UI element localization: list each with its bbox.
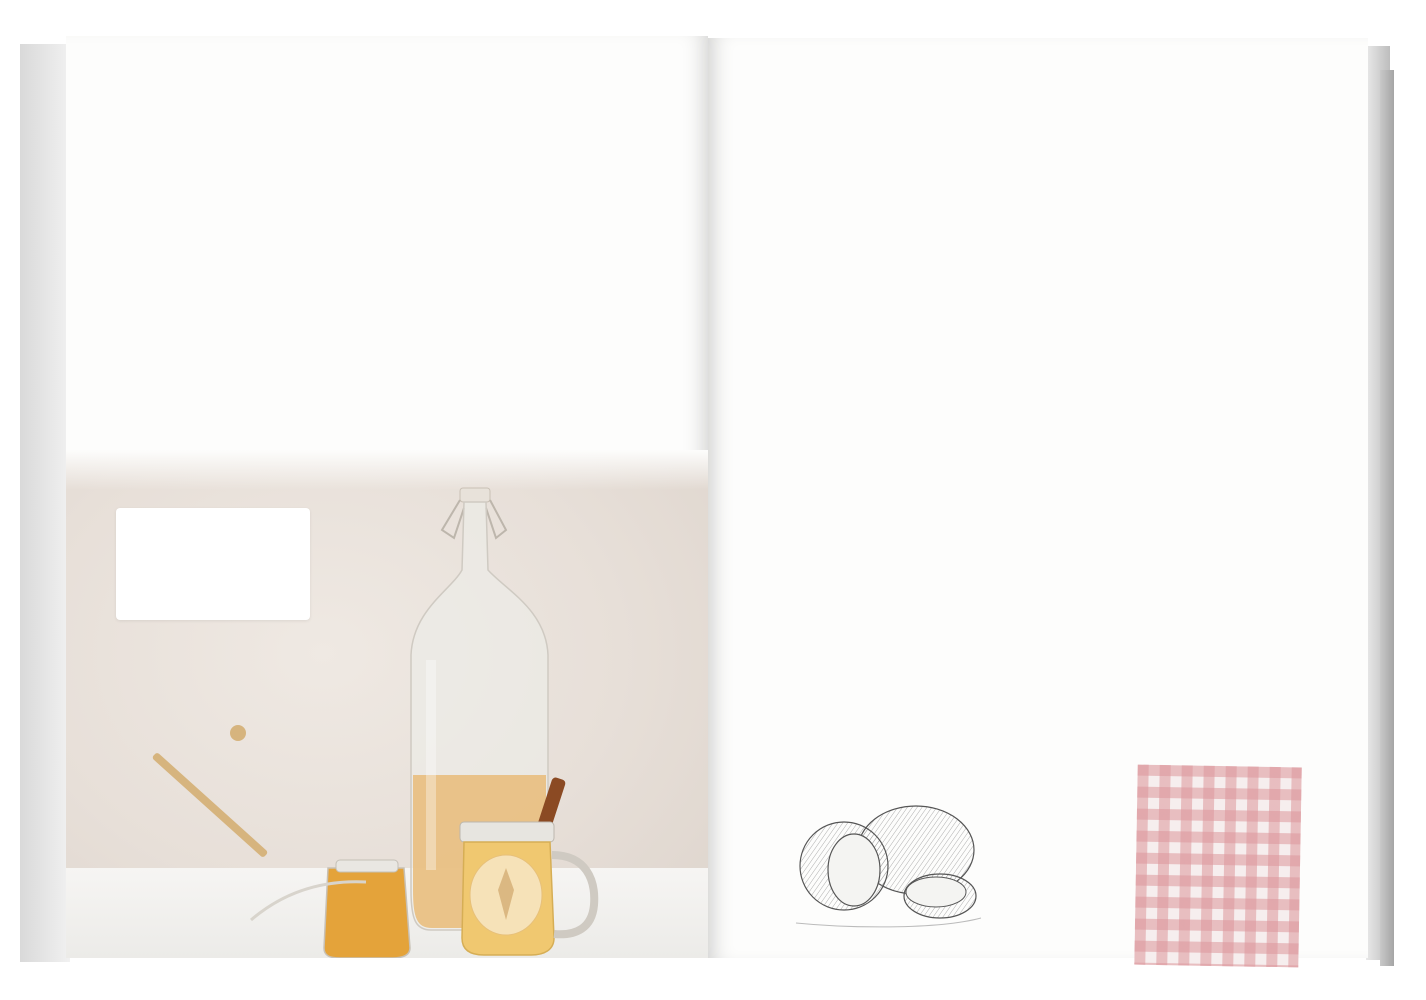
page-stack-left <box>20 44 70 962</box>
gingham-note-background <box>1134 765 1301 968</box>
page-stack-right-outer <box>1380 70 1394 966</box>
left-page <box>66 36 708 958</box>
right-page <box>708 38 1368 958</box>
fun-fact-box <box>116 508 310 620</box>
potato-illustration <box>786 778 986 938</box>
